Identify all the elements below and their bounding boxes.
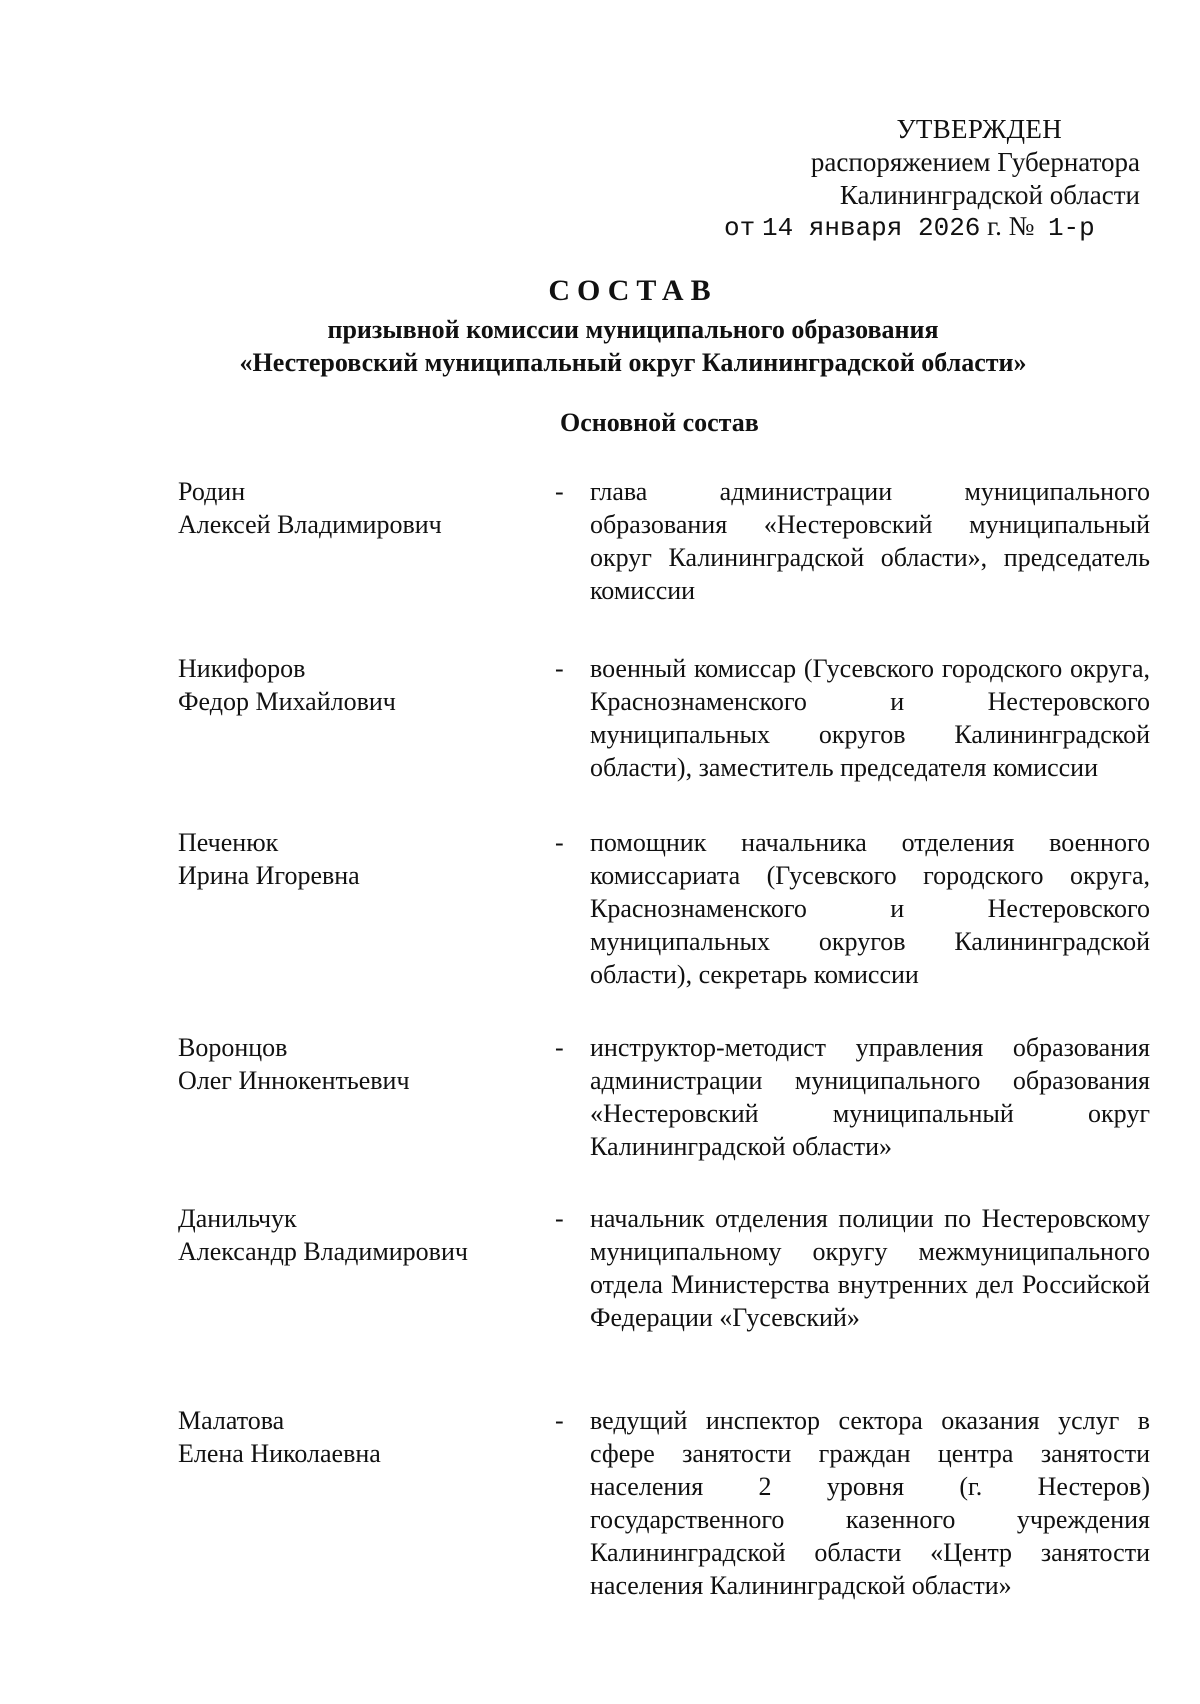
member-given-names: Ирина Игоревна: [178, 861, 360, 890]
member-dash: -: [555, 654, 564, 683]
document-title: СОСТАВ: [548, 274, 718, 307]
member-dash: -: [555, 477, 564, 506]
member-surname: Родин: [178, 477, 246, 506]
member-dash: -: [555, 1204, 564, 1233]
member-surname: Малатова: [178, 1406, 285, 1435]
member-name: [178, 475, 518, 541]
approval-stamp-block: [0, 0, 1200, 243]
member-name: [178, 652, 518, 718]
approval-title: УТВЕРЖДЕН: [896, 114, 1062, 144]
approval-date-line: [724, 209, 1095, 245]
member-given-names: Алексей Владимирович: [178, 510, 442, 539]
member-dash: -: [555, 1033, 564, 1062]
member-name: [178, 1202, 518, 1268]
member-name: [178, 1031, 518, 1097]
member-given-names: Елена Николаевна: [178, 1439, 381, 1468]
document-subtitle-line-1: призывной комиссии муниципального образования: [327, 315, 939, 344]
approval-issuer: распоряжением Губернатора: [810, 147, 1140, 177]
member-dash: -: [555, 828, 564, 857]
member-role: ведущий инспектор сектора оказания услуг в сфере занятости граждан центра занятости населения 2 уровня (г. Нестеров) государственного казенного учреждения Калининградской области «Центр занятости населения Калининградской области»: [590, 1406, 1150, 1600]
member-surname: Никифоров: [178, 654, 306, 683]
approval-date-value: 14 января 2026: [761, 213, 981, 243]
member-role: инструктор-методист управления образования администрации муниципального образования «Нестеровский муниципальный округ Калининградской области»: [590, 1033, 1150, 1161]
member-role: военный комиссар (Гусевского городского округа, Краснознаменского и Нестеровского муниципальных округов Калининградской области), заместитель председателя комиссии: [590, 654, 1150, 782]
approval-date-prefix: от: [724, 213, 756, 243]
member-given-names: Александр Владимирович: [178, 1237, 468, 1266]
member-role: начальник отделения полиции по Нестеровскому муниципальному округу межмуниципального отдела Министерства внутренних дел Российской Федерации «Гусевский»: [590, 1204, 1150, 1332]
approval-number-label: г. №: [987, 211, 1035, 241]
member-name: [178, 1404, 518, 1470]
document-subtitle-line-2: «Нестеровский муниципальный округ Калининградской области»: [239, 348, 1027, 377]
member-role: помощник начальника отделения военного комиссариата (Гусевского городского округа, Краснознаменского и Нестеровского муниципальных округов Калининградской области), секретарь комиссии: [590, 828, 1150, 989]
member-name: [178, 826, 518, 892]
member-surname: Воронцов: [178, 1033, 288, 1062]
member-surname: Данильчук: [178, 1204, 297, 1233]
section-title: Основной состав: [560, 408, 759, 437]
member-given-names: Олег Иннокентьевич: [178, 1066, 410, 1095]
approval-region: Калининградской области: [839, 180, 1140, 210]
member-role: глава администрации муниципального образования «Нестеровский муниципальный округ Калининградской области», председатель комиссии: [590, 477, 1150, 605]
member-surname: Печенюк: [178, 828, 279, 857]
member-given-names: Федор Михайлович: [178, 687, 396, 716]
approval-number: 1-р: [1047, 213, 1095, 243]
member-dash: -: [555, 1406, 564, 1435]
document-heading: [0, 272, 1200, 379]
